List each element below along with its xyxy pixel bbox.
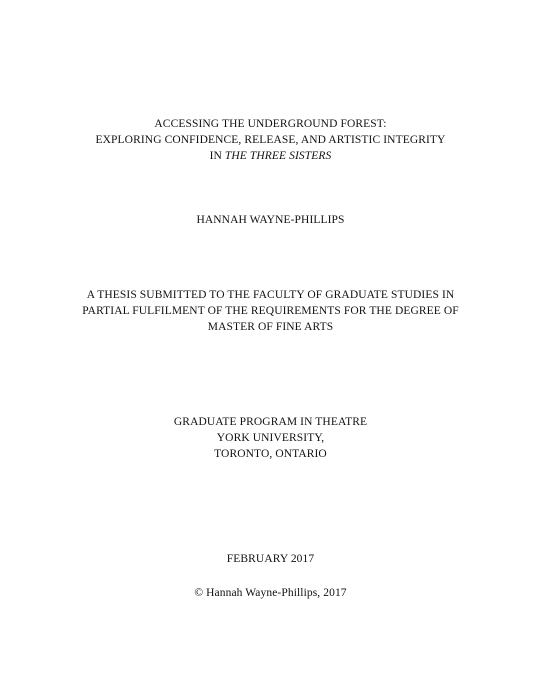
program-line-1: GRADUATE PROGRAM IN THEATRE: [173, 416, 368, 428]
thesis-line-1: A THESIS SUBMITTED TO THE FACULTY OF GRADUATE STUDIES IN: [86, 289, 455, 301]
program-info: [0, 414, 541, 462]
play-title: THE THREE SISTERS: [224, 150, 332, 162]
thesis-statement: [0, 287, 541, 335]
author-line: HANNAH WAYNE-PHILLIPS: [196, 214, 345, 226]
title-line-1: ACCESSING THE UNDERGROUND FOREST:: [154, 118, 387, 130]
copyright-notice: [0, 585, 541, 601]
program-line-3: TORONTO, ONTARIO: [214, 448, 327, 460]
submission-date: [0, 551, 541, 567]
copyright-line: © Hannah Wayne-Phillips, 2017: [194, 587, 347, 599]
title-line-2: EXPLORING CONFIDENCE, RELEASE, AND ARTISTIC INTEGRITY: [95, 134, 446, 146]
thesis-line-2: PARTIAL FULFILMENT OF THE REQUIREMENTS FOR THE DEGREE OF: [82, 305, 459, 317]
thesis-title: [0, 116, 541, 164]
thesis-line-3: MASTER OF FINE ARTS: [207, 321, 334, 333]
program-line-2: YORK UNIVERSITY,: [216, 432, 325, 444]
title-line-3-prefix: IN: [209, 150, 225, 162]
title-line-3: [0, 148, 541, 164]
date-line: FEBRUARY 2017: [226, 553, 315, 565]
author-name: [0, 212, 541, 228]
